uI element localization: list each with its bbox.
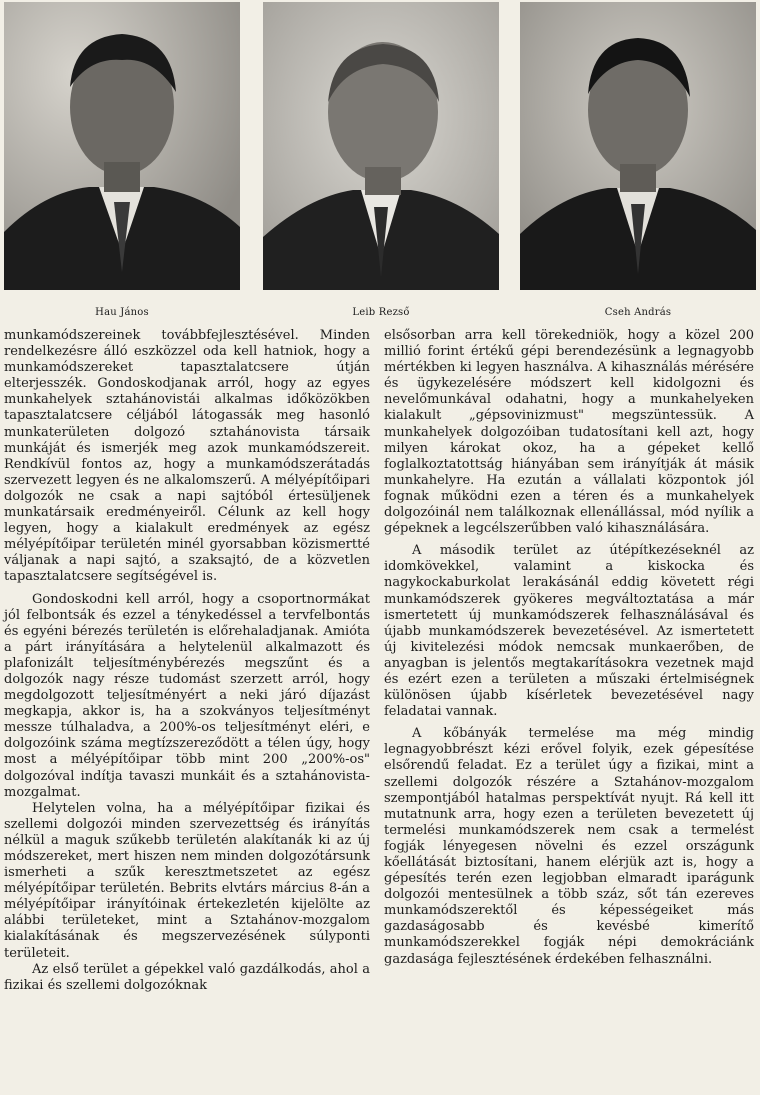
caption-portrait-1: Hau János — [95, 307, 149, 318]
right-text-column — [384, 328, 754, 968]
portrait-leib-rezso — [263, 2, 499, 290]
left-text-column — [4, 328, 370, 994]
paragraph: Az első terület a gépekkel való gazdálkodás, ahol a fizikai és szellemi dolgozóknak — [4, 961, 370, 993]
portrait-hau-janos — [4, 2, 240, 290]
paragraph: A kőbányák termelése ma még mindig legnagyobbrészt kézi erővel folyik, ezek gépesítése elsőrendű feladat. Ez a terület úgy a fizikai, mint a szellemi dolgozók részére a Sztahánov-mozgalom szempontjából hatalmas perspektívát nyujt. Rá kell itt mutatnunk arra, hogy ezen a területen bevezetett új termelési munkamódszerek nem csak a termelést fogják lényegesen növelni és ezzel országunk kőellátását biztosítani, hanem elérjük azt is, hogy a gépesítés terén ezen legjobban elmaradt iparágunk dolgozói mentesülnek a több száz, sőt tán ezereves munkamódszerektől és képességeiket más gazdaságosabb és kevésbé kimerítő munkamódszerekkel fogják népi demokráciánk gazdasága fejlesztésének érdekében felhasználni. — [384, 726, 754, 967]
paragraph: Gondoskodni kell arról, hogy a csoportnormákat jól felbontsák és ezzel a ténykedéssel a tervfelbontás és egyéni bérezés területén is előrehaladjanak. Amióta a párt irányítására a helytelenül alkalmazott és plafonizált teljesítménybérezés megszűnt és a dolgozók nagy része tudomást szerzett arról, hogy megdolgozott teljesítményért a neki járó díjazást megkapja, akkor is, ha a szokványos teljesítményt messze túlhaladva, a 200%-os teljesítményt eléri, e dolgozóink száma megtízszereződött a télen úgy, hogy most a mélyépítőipar több mint 200 „200%-os" dolgozóval indítja tavaszi munkáit és a sztahánovista-mozgalmat. — [4, 591, 370, 800]
portrait-photo-1 — [4, 2, 240, 290]
portrait-cseh-andras — [520, 2, 756, 290]
portrait-photo-3 — [520, 2, 756, 290]
caption-portrait-2: Leib Rezső — [352, 307, 410, 318]
paragraph: A második terület az útépítkezéseknél az idomkövekkel, valamint a kiskocka és nagykockaburkolat lerakásánál eddig követett régi munkamódszerek gyökeres megváltoztatása a már ismertetett új munkamódszerek felhasználásával és újabb munkamódszerek bevezetésével. Az ismertetett új kivitelezési módok nemcsak munkaerőben, de anyagban is jelentős megtakarításokra vezetnek majd és ezért ezen a területen a műszaki értelmiségnek különösen újabb kísérletek bevezetésével nagy feladatai vannak. — [384, 543, 754, 720]
paragraph: munkamódszereinek továbbfejlesztésével. Minden rendelkezésre álló eszközzel oda kell hatniok, hogy a munkamódszereket tapasztalatcsere útján elterjesszék. Gondoskodjanak arról, hogy az egyes munkahelyek sztahánovistái alkalmas időközökben tapasztalatcsere céljából látogassák meg hasonló munkaterületen dolgozó sztahánovista társaik munkáját és ismerjék meg azok munkamódszereit. Rendkívül fontos az, hogy a munkamódszerátadás szervezett legyen és ne alkalomszerű. A mélyépítőipari dolgozók ne csak a napi sajtóból értesüljenek munkatársaik eredményeiről. Célunk az kell hogy legyen, hogy a kialakult eredmények az egész mélyépítőipar területén minél gyorsabban közismertté váljanak a napi sajtó, a szaksajtó, de a közvetlen tapasztalatcsere segítségével is. — [4, 328, 370, 585]
paragraph: Helytelen volna, ha a mélyépítőipar fizikai és szellemi dolgozói minden szervezettség és irányítás nélkül a maguk szűkebb területén alakítanák ki az új módszereket, mert hiszen nem minden dolgozótársunk ismerheti a szűk keresztmetszetet az egész mélyépítőipar területén. Bebrits elvtárs március 8-án a mélyépítőipar irányítóinak értekezletén kijelölte az alábbi területeket, mint a Sztahánov-mozgalom kialakításának és megszervezésének súlyponti területeit. — [4, 800, 370, 961]
caption-portrait-3: Cseh András — [604, 307, 672, 318]
portrait-photo-2 — [263, 2, 499, 290]
paragraph: elsősorban arra kell törekedniök, hogy a közel 200 millió forint értékű gépi berendezésünk a legnagyobb mértékben ki legyen használva. A kihasználás mérésére és ügykezelésére módszert kell kidolgozni és nevelőmunkával odahatni, hogy a munkahelyeken kialakult „gépsovinizmust" megszüntessük. A munkahelyek dolgozóiban tudatosítani kell azt, hogy milyen károkat okoz, ha a gépeket kellő foglalkoztatottság hiányában sem irányítják át másik munkahelyre. Ha ezután a vállalati központok jól fognak működni ezen a téren és a munkahelyek dolgozóinál nem találkoznak ellenállással, mód nyílik a gépeknek a legcélszerűbben való kihasználására. — [384, 328, 754, 537]
